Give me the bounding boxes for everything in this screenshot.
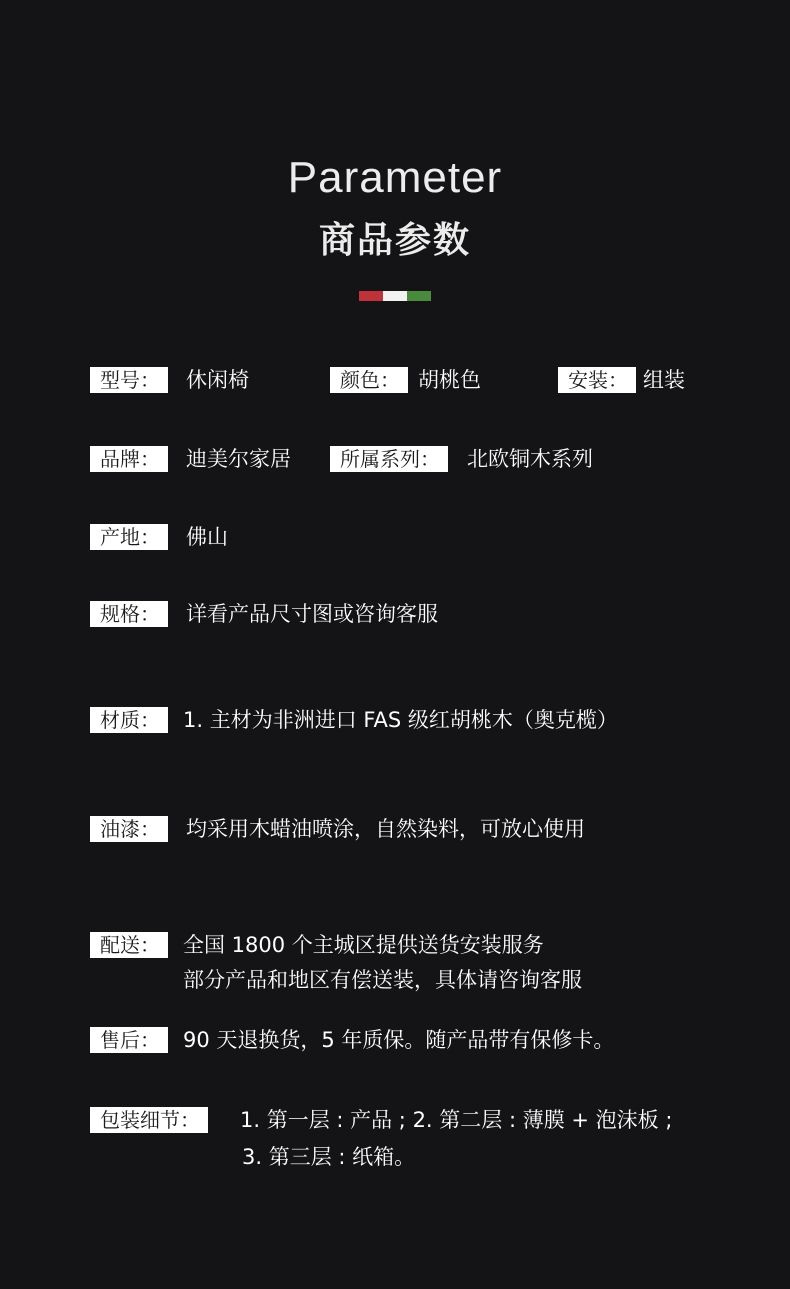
origin-value: 佛山	[186, 525, 228, 549]
model-value: 休闲椅	[186, 368, 249, 392]
model-label: 型号：	[90, 367, 168, 393]
flag-red-stripe	[359, 291, 383, 301]
delivery-line-1: 全国 1800 个主城区提供送货安装服务	[183, 933, 544, 957]
packaging-label: 包装细节：	[90, 1107, 208, 1133]
title-english: Parameter	[287, 153, 503, 202]
color-value: 胡桃色	[418, 368, 481, 392]
material-value: 1. 主材为非洲进口 FAS 级红胡桃木（奥克榄）	[183, 708, 618, 732]
delivery-label: 配送：	[90, 932, 168, 958]
spec-label: 规格：	[90, 601, 168, 627]
paint-label: 油漆：	[90, 816, 168, 842]
paint-value: 均采用木蜡油喷涂，自然染料，可放心使用	[186, 817, 585, 841]
install-value: 组装	[643, 368, 685, 392]
install-label: 安装：	[558, 367, 636, 393]
brand-value: 迪美尔家居	[186, 447, 291, 471]
flag-green-stripe	[407, 291, 431, 301]
color-label: 颜色：	[330, 367, 408, 393]
packaging-line-2: 3. 第三层 : 纸箱。	[242, 1145, 416, 1169]
tricolor-divider	[359, 291, 431, 301]
title-chinese: 商品参数	[318, 220, 471, 261]
delivery-line-2: 部分产品和地区有偿送装，具体请咨询客服	[183, 968, 582, 992]
material-label: 材质：	[90, 707, 168, 733]
after-sales-value: 90 天退换货，5 年质保。随产品带有保修卡。	[183, 1028, 615, 1052]
brand-label: 品牌：	[90, 446, 168, 472]
packaging-line-1: 1. 第一层 : 产品 ; 2. 第二层 : 薄膜 + 泡沫板 ;	[240, 1108, 673, 1132]
flag-white-stripe	[383, 291, 407, 301]
series-value: 北欧铜木系列	[467, 447, 593, 471]
series-label: 所属系列：	[330, 446, 448, 472]
spec-value: 详看产品尺寸图或咨询客服	[186, 602, 438, 626]
after-sales-label: 售后：	[90, 1027, 168, 1053]
origin-label: 产地：	[90, 524, 168, 550]
